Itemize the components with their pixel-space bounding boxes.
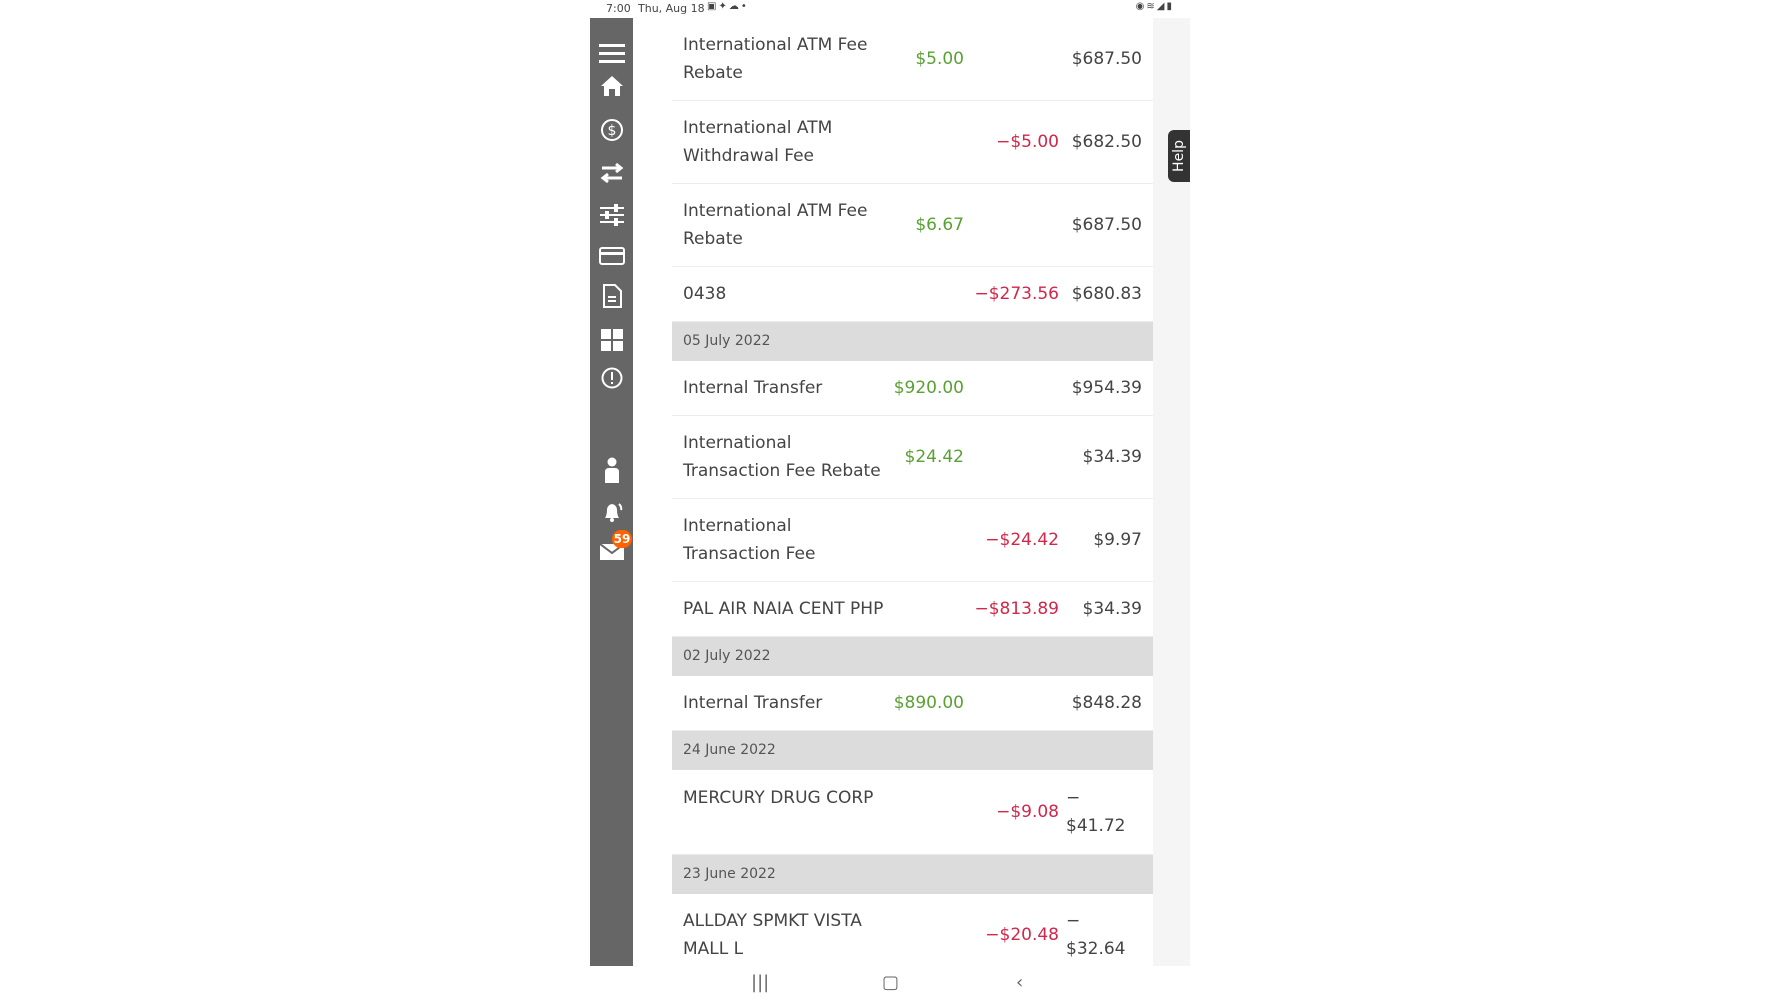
transaction-description: International ATM Fee Rebate bbox=[683, 35, 868, 83]
wifi-icon: ≋ bbox=[1146, 1, 1157, 12]
balance-amount: $954.39 bbox=[1071, 378, 1142, 398]
credit-amount: $6.67 bbox=[915, 215, 964, 235]
date-header: 02 July 2022 bbox=[672, 637, 1153, 676]
date-header: 23 June 2022 bbox=[672, 855, 1153, 894]
help-label: Help bbox=[1171, 140, 1187, 172]
balance-amount: $680.83 bbox=[1071, 284, 1142, 304]
credit-amount: $890.00 bbox=[893, 693, 964, 713]
android-nav-bar bbox=[590, 966, 1190, 1000]
debit-amount: −$20.48 bbox=[985, 925, 1059, 945]
balance-amount: $34.39 bbox=[1082, 599, 1142, 619]
bell-icon[interactable] bbox=[590, 496, 633, 528]
grid-icon[interactable] bbox=[590, 324, 633, 356]
dollar-icon[interactable] bbox=[590, 114, 633, 146]
sliders-icon[interactable] bbox=[590, 199, 633, 231]
help-tab[interactable] bbox=[1168, 130, 1190, 182]
person-icon[interactable] bbox=[590, 454, 633, 486]
home-button[interactable]: ▢ bbox=[882, 972, 900, 993]
mail-icon[interactable] bbox=[590, 532, 633, 568]
transaction-list[interactable] bbox=[672, 18, 1153, 966]
transaction-description: Internal Transfer bbox=[683, 378, 823, 398]
transaction-row[interactable] bbox=[672, 267, 1153, 322]
transfer-icon[interactable] bbox=[590, 157, 633, 189]
transaction-row[interactable] bbox=[672, 184, 1153, 267]
transaction-description: MERCURY DRUG CORP bbox=[683, 788, 874, 808]
status-date: Thu, Aug 18 bbox=[638, 2, 705, 15]
transaction-row[interactable] bbox=[672, 499, 1153, 582]
transaction-description: International ATM Fee Rebate bbox=[683, 201, 868, 249]
menu-icon[interactable] bbox=[590, 38, 633, 70]
balance-amount: $9.97 bbox=[1093, 530, 1142, 550]
transaction-description: ALLDAY SPMKT VISTA MALL L bbox=[683, 911, 862, 959]
recents-button[interactable]: ||| bbox=[751, 972, 770, 993]
debit-amount: −$24.42 bbox=[985, 530, 1059, 550]
notification-icons bbox=[707, 1, 749, 12]
dot-icon: • bbox=[740, 1, 749, 12]
transaction-description: International Transaction Fee Rebate bbox=[683, 433, 881, 481]
cloud-icon: ☁ bbox=[728, 1, 741, 12]
sidebar bbox=[590, 18, 633, 966]
debit-amount: −$273.56 bbox=[974, 284, 1059, 304]
transaction-description: International ATM Withdrawal Fee bbox=[683, 118, 833, 166]
svg-text:$: $ bbox=[607, 123, 616, 139]
transaction-description: International Transaction Fee bbox=[683, 516, 816, 564]
transaction-description: 0438 bbox=[683, 284, 727, 304]
mail-badge: 59 bbox=[613, 532, 631, 546]
transaction-row[interactable] bbox=[672, 676, 1153, 731]
card-icon[interactable] bbox=[590, 240, 633, 272]
balance-amount: − $41.72 bbox=[1066, 788, 1126, 836]
transaction-row[interactable] bbox=[672, 582, 1153, 637]
transaction-row[interactable] bbox=[672, 101, 1153, 184]
transaction-row[interactable] bbox=[672, 416, 1153, 499]
transaction-description: Internal Transfer bbox=[683, 693, 823, 713]
back-button[interactable]: ‹ bbox=[1016, 972, 1024, 993]
debit-amount: −$813.89 bbox=[974, 599, 1059, 619]
battery-icon: ▮ bbox=[1166, 1, 1174, 12]
transaction-row[interactable] bbox=[672, 894, 1153, 966]
credit-amount: $5.00 bbox=[915, 49, 964, 69]
document-icon[interactable] bbox=[590, 280, 633, 312]
date-header: 05 July 2022 bbox=[672, 322, 1153, 361]
system-icons bbox=[1136, 1, 1174, 12]
status-time: 7:00 bbox=[606, 2, 631, 15]
alert-icon[interactable] bbox=[590, 362, 633, 394]
balance-amount: $682.50 bbox=[1071, 132, 1142, 152]
image-icon: ▣ bbox=[707, 1, 719, 12]
balance-amount: $34.39 bbox=[1082, 447, 1142, 467]
balance-amount: $687.50 bbox=[1071, 49, 1142, 69]
date-header: 24 June 2022 bbox=[672, 731, 1153, 770]
credit-amount: $24.42 bbox=[904, 447, 964, 467]
status-bar bbox=[590, 0, 1190, 18]
home-icon[interactable] bbox=[590, 70, 633, 102]
debit-amount: −$9.08 bbox=[996, 802, 1059, 822]
balance-amount: $687.50 bbox=[1071, 215, 1142, 235]
signal-icon: ◢ bbox=[1156, 1, 1167, 12]
transaction-row[interactable] bbox=[672, 361, 1153, 416]
alarm-icon: ◉ bbox=[1135, 1, 1147, 12]
debit-amount: −$5.00 bbox=[996, 132, 1059, 152]
balance-amount: $848.28 bbox=[1071, 693, 1142, 713]
balance-amount: − $32.64 bbox=[1066, 911, 1126, 959]
credit-amount: $920.00 bbox=[893, 378, 964, 398]
transaction-row[interactable] bbox=[672, 18, 1153, 101]
transaction-row[interactable] bbox=[672, 770, 1153, 855]
twitter-icon: ✦ bbox=[718, 1, 729, 12]
transaction-description: PAL AIR NAIA CENT PHP bbox=[683, 599, 884, 619]
